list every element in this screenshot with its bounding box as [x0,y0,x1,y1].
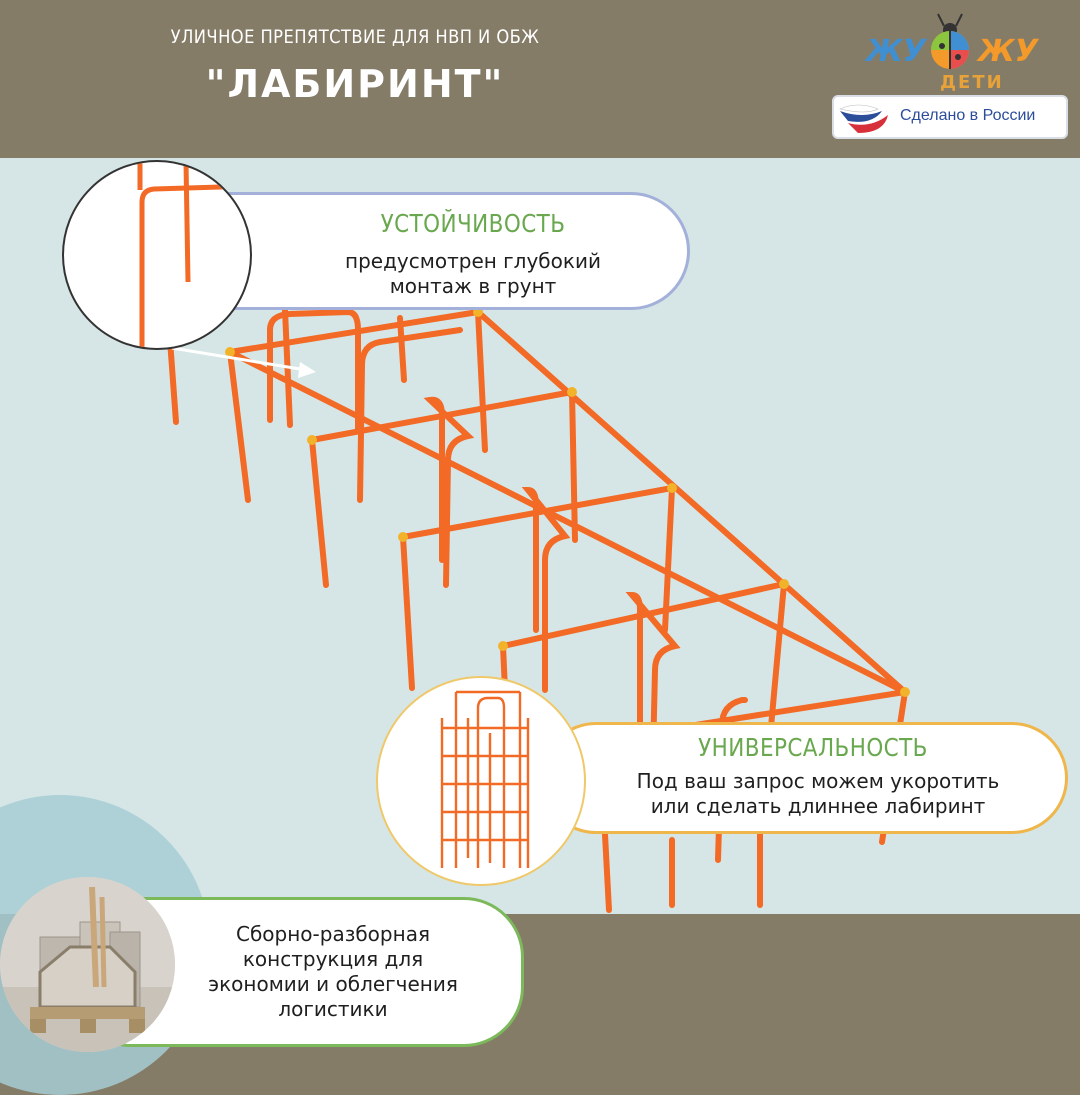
feature-text-line: конструкция для [242,947,424,971]
logo-subtitle: ДЕТИ [940,72,1004,93]
feature-text-line: Сборно-разборная [236,922,430,946]
post-closeup-illustration [64,162,252,350]
stability-detail-image [62,160,252,350]
feature-text [583,769,1053,819]
feature-text-line: монтаж в грунт [389,274,557,298]
versatility-detail-image [376,676,586,886]
feature-heading: УСТОЙЧИВОСТЬ [380,209,566,238]
feature-versatility-card [540,722,1068,834]
packed-pallet-illustration [0,877,175,1052]
russia-flag-icon [838,101,902,135]
feature-text-line: или сделать длиннее лабиринт [650,794,986,818]
feature-text-line: экономии и облегчения [208,972,458,996]
brand-logo [860,12,1040,92]
page-subtitle: УЛИЧНОЕ ПРЕПЯТСТВИЕ ДЛЯ НВП И ОБЖ [170,26,540,48]
feature-text-line: логистики [278,997,388,1021]
ladybug-icon [922,12,978,72]
page-title: "ЛАБИРИНТ" [205,62,505,106]
logo-word-right: ЖУ [978,34,1038,69]
maze-front-view-illustration [378,678,586,886]
feature-text-line: предусмотрен глубокий [345,249,601,273]
packaging-photo [0,877,175,1052]
feature-text [253,249,693,299]
feature-text [163,922,503,1022]
made-in-russia-badge [832,95,1068,139]
badge-text: Сделано в России [900,107,1036,124]
feature-heading: УНИВЕРСАЛЬНОСТЬ [698,733,928,762]
logo-word-left: ЖУ [866,34,926,69]
feature-text-line: Под ваш запрос можем укоротить [636,769,1000,793]
